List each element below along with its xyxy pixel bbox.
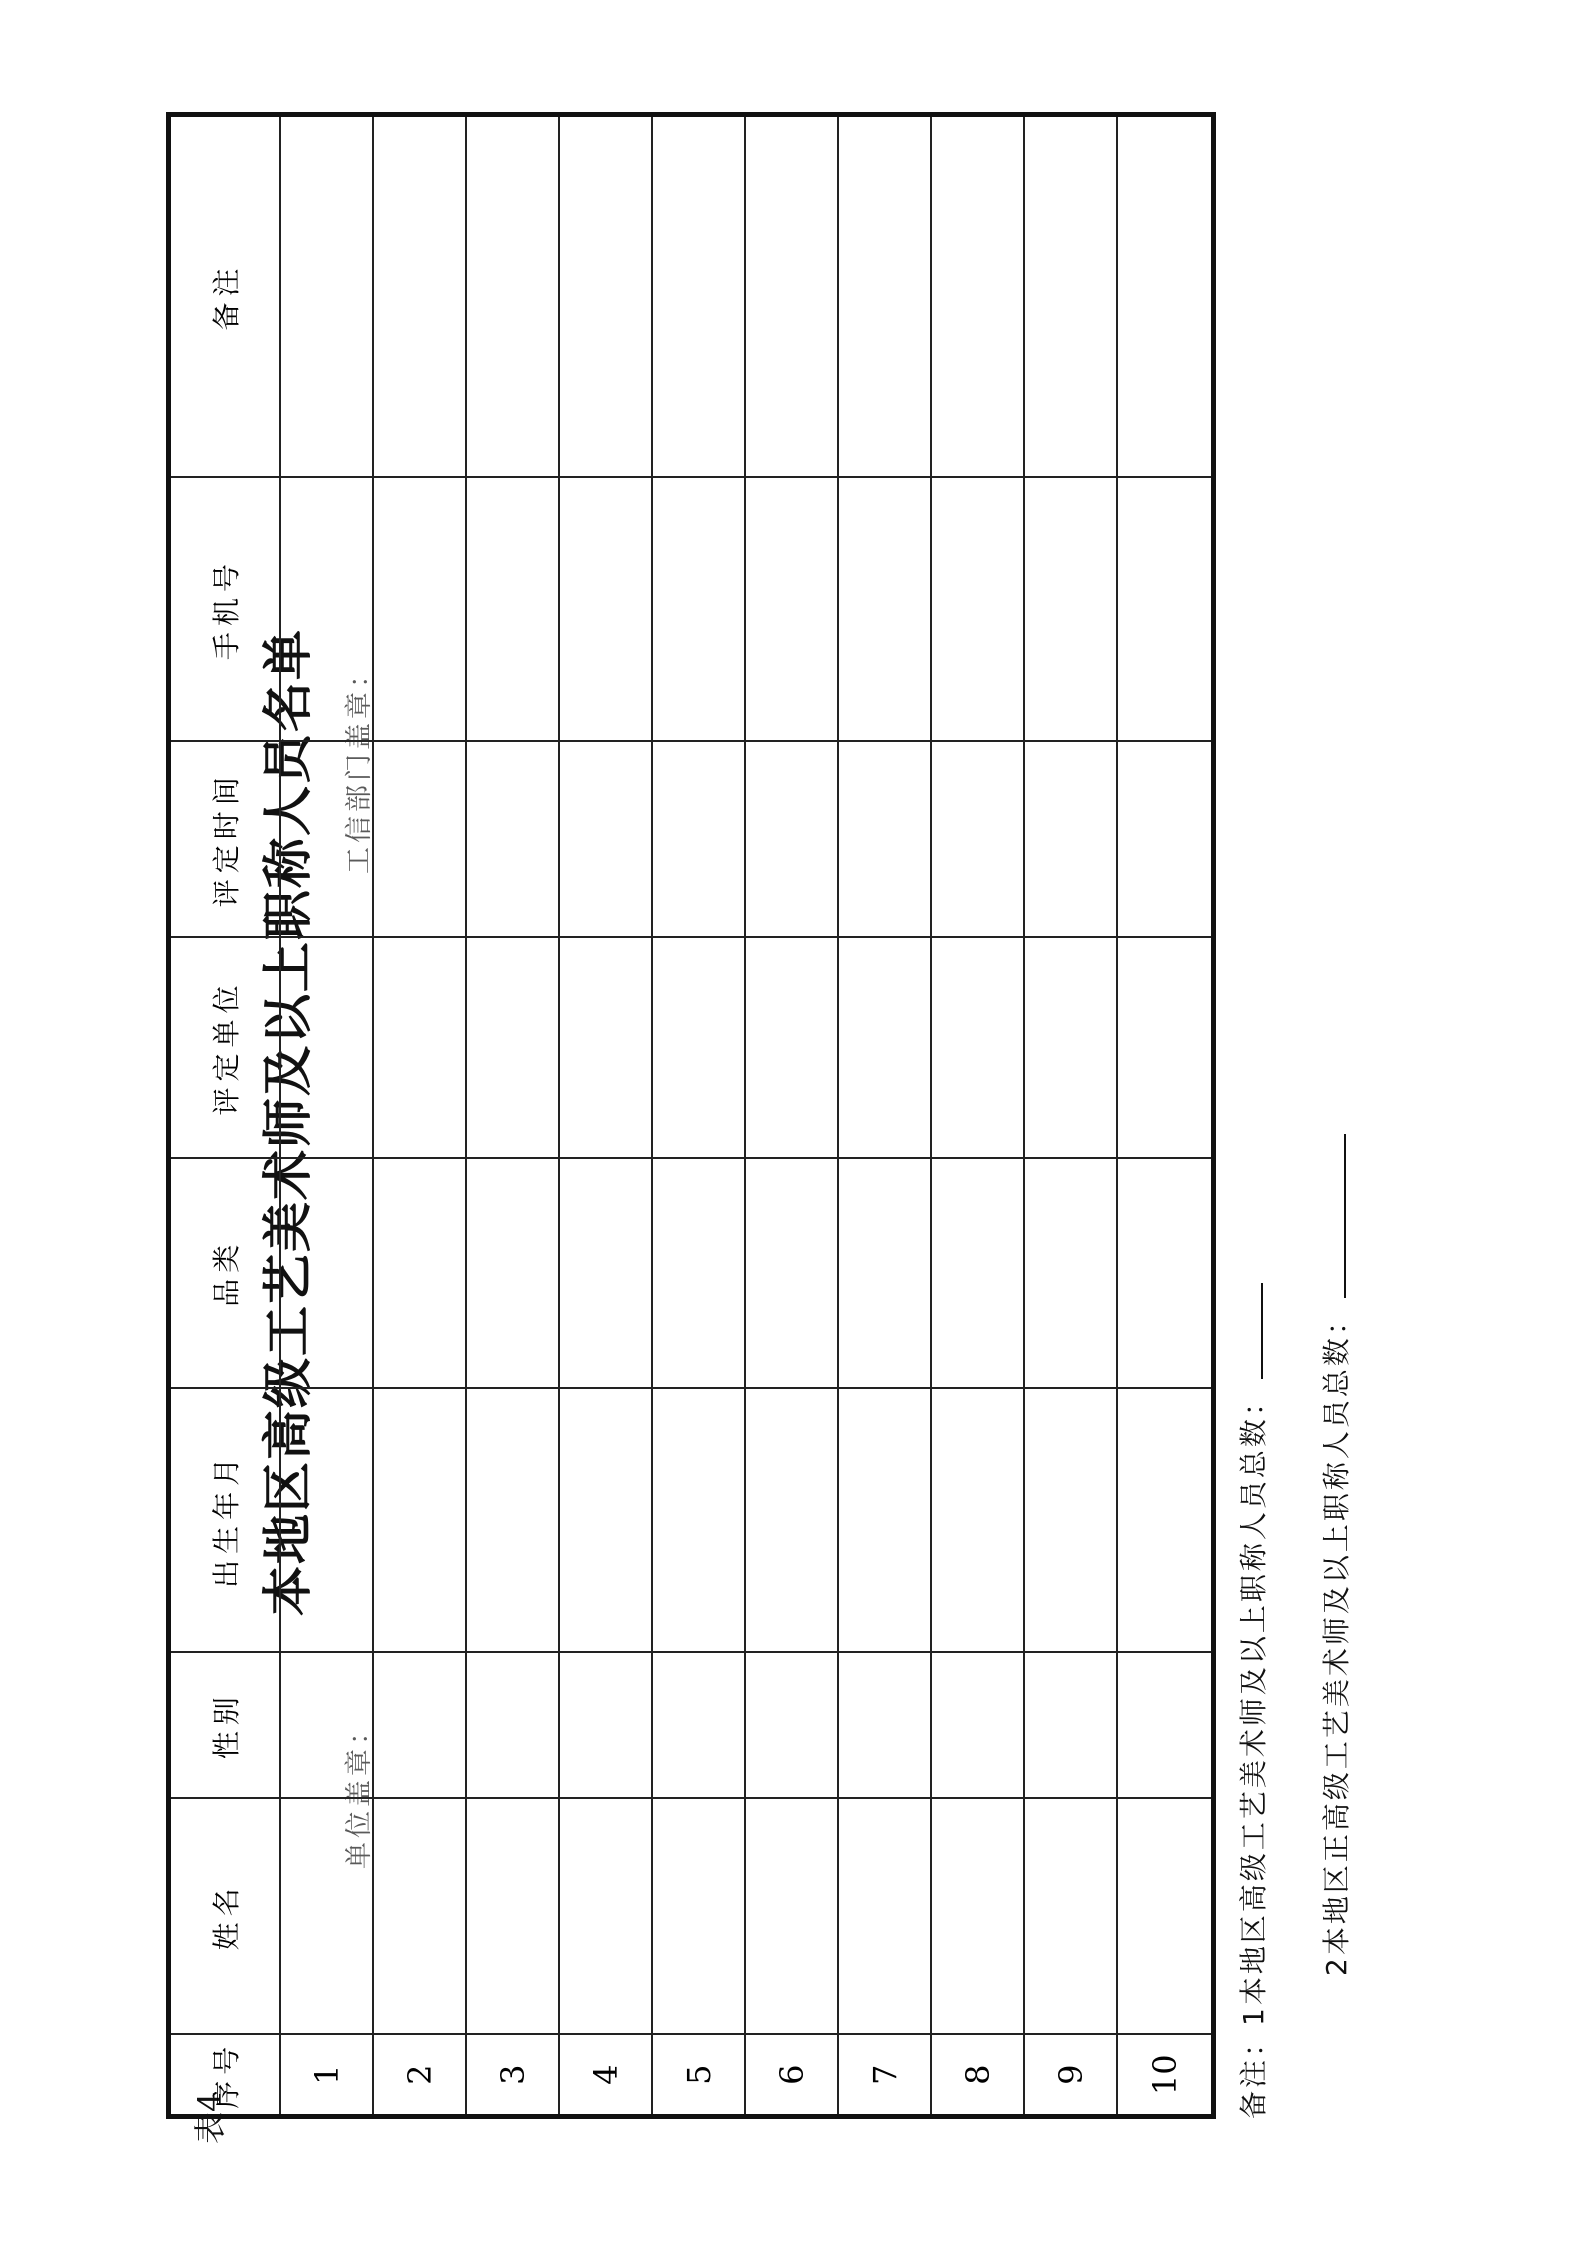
row-number-cell: 9 — [1024, 2034, 1117, 2116]
table-cell[interactable] — [280, 1158, 373, 1388]
table-cell[interactable] — [931, 477, 1024, 741]
table-row — [466, 115, 559, 2117]
table-cell[interactable] — [373, 937, 466, 1157]
form-label: 表4 — [191, 2091, 229, 2144]
table-cell[interactable] — [652, 1158, 745, 1388]
table-cell[interactable] — [745, 741, 838, 937]
table-cell[interactable] — [1024, 115, 1117, 477]
table-cell[interactable] — [652, 477, 745, 741]
table-cell[interactable] — [280, 741, 373, 937]
table-row — [280, 115, 373, 2117]
row-number-cell: 7 — [838, 2034, 931, 2116]
table-cell[interactable] — [931, 1388, 1024, 1652]
table-cell[interactable] — [652, 1798, 745, 2034]
table-cell[interactable] — [466, 937, 559, 1157]
table-cell[interactable] — [931, 937, 1024, 1157]
table-cell[interactable] — [466, 1388, 559, 1652]
table-cell[interactable] — [559, 1388, 652, 1652]
table-cell[interactable] — [373, 115, 466, 477]
column-header: 姓名 — [169, 1798, 281, 2034]
table-row — [931, 115, 1024, 2117]
table-cell[interactable] — [559, 115, 652, 477]
table-cell[interactable] — [838, 1388, 931, 1652]
table-cell[interactable] — [466, 1652, 559, 1798]
table-cell[interactable] — [373, 741, 466, 937]
roster-table — [166, 112, 1216, 2119]
table-cell[interactable] — [373, 1652, 466, 1798]
table-cell[interactable] — [373, 1798, 466, 2034]
table-row — [559, 115, 652, 2117]
row-number-cell: 10 — [1117, 2034, 1214, 2116]
table-cell[interactable] — [931, 741, 1024, 937]
row-number-cell: 5 — [652, 2034, 745, 2116]
table-row — [652, 115, 745, 2117]
table-cell[interactable] — [466, 1798, 559, 2034]
table-cell[interactable] — [931, 1158, 1024, 1388]
column-header: 序号 — [169, 2034, 281, 2116]
note-line-1-blank[interactable] — [1260, 1283, 1263, 1379]
table-header — [169, 115, 281, 2117]
table-cell[interactable] — [559, 1652, 652, 1798]
unit-seal-label: 单位盖章： — [344, 1714, 375, 1869]
table-cell[interactable] — [280, 115, 373, 477]
dept-seal-label: 工信部门盖章： — [344, 657, 375, 874]
table-cell[interactable] — [1117, 1158, 1214, 1388]
table-cell[interactable] — [280, 1798, 373, 2034]
table-cell[interactable] — [559, 477, 652, 741]
table-cell[interactable] — [838, 741, 931, 937]
table-body — [280, 115, 1214, 2117]
note-line-2 — [1315, 1134, 1355, 1976]
table-cell[interactable] — [373, 1388, 466, 1652]
table-row — [745, 115, 838, 2117]
table-cell[interactable] — [931, 1652, 1024, 1798]
note-line-2-text: 2本地区正高级工艺美术师及以上职称人员总数： — [1320, 1304, 1353, 1976]
table-header-row — [169, 115, 281, 2117]
table-cell[interactable] — [652, 741, 745, 937]
table-cell[interactable] — [1117, 1652, 1214, 1798]
table-cell[interactable] — [838, 1652, 931, 1798]
table-cell[interactable] — [559, 1158, 652, 1388]
table-cell[interactable] — [745, 937, 838, 1157]
table-cell[interactable] — [466, 741, 559, 937]
table-cell[interactable] — [373, 1158, 466, 1388]
row-number-cell: 2 — [373, 2034, 466, 2116]
table-row — [1024, 115, 1117, 2117]
table-cell[interactable] — [1117, 937, 1214, 1157]
table-cell[interactable] — [466, 477, 559, 741]
table-cell[interactable] — [745, 1798, 838, 2034]
note-line-1 — [1232, 1283, 1272, 2119]
table-cell[interactable] — [466, 1158, 559, 1388]
note-line-2-blank[interactable] — [1343, 1134, 1346, 1298]
table-cell[interactable] — [1024, 477, 1117, 741]
column-header: 评定时间 — [169, 741, 281, 937]
row-number-cell: 6 — [745, 2034, 838, 2116]
table-cell[interactable] — [838, 1158, 931, 1388]
table-row — [373, 115, 466, 2117]
table-cell[interactable] — [1024, 1388, 1117, 1652]
table-cell[interactable] — [838, 937, 931, 1157]
column-header: 备注 — [169, 115, 281, 477]
table-cell[interactable] — [1024, 741, 1117, 937]
column-header: 出生年月 — [169, 1388, 281, 1652]
table-cell[interactable] — [280, 1652, 373, 1798]
table-cell[interactable] — [652, 937, 745, 1157]
table-cell[interactable] — [1024, 1652, 1117, 1798]
table-cell[interactable] — [745, 477, 838, 741]
table-cell[interactable] — [1117, 1798, 1214, 2034]
column-header: 品类 — [169, 1158, 281, 1388]
table-cell[interactable] — [1024, 1798, 1117, 2034]
table-cell[interactable] — [280, 1388, 373, 1652]
table-cell[interactable] — [280, 937, 373, 1157]
row-number-cell: 1 — [280, 2034, 373, 2116]
table-cell[interactable] — [280, 477, 373, 741]
table-cell[interactable] — [745, 1388, 838, 1652]
note-line-1-text: 1本地区高级工艺美术师及以上职称人员总数： — [1237, 1385, 1270, 2026]
row-number-cell: 3 — [466, 2034, 559, 2116]
table-cell[interactable] — [652, 115, 745, 477]
notes-prefix: 备注： — [1237, 2025, 1270, 2119]
table-row — [1117, 115, 1214, 2117]
column-header: 手机号 — [169, 477, 281, 741]
table-row — [838, 115, 931, 2117]
table-cell[interactable] — [559, 1798, 652, 2034]
table-cell[interactable] — [373, 477, 466, 741]
table-cell[interactable] — [838, 477, 931, 741]
table-cell[interactable] — [652, 1388, 745, 1652]
roster-table-wrapper — [166, 112, 1216, 2119]
table-cell[interactable] — [745, 1652, 838, 1798]
table-cell[interactable] — [745, 115, 838, 477]
table-cell[interactable] — [559, 741, 652, 937]
table-cell[interactable] — [1117, 477, 1214, 741]
table-cell[interactable] — [1024, 937, 1117, 1157]
table-cell[interactable] — [466, 115, 559, 477]
table-cell[interactable] — [1117, 115, 1214, 477]
table-cell[interactable] — [652, 1652, 745, 1798]
table-cell[interactable] — [931, 1798, 1024, 2034]
row-number-cell: 4 — [559, 2034, 652, 2116]
table-cell[interactable] — [1024, 1158, 1117, 1388]
table-cell[interactable] — [1117, 1388, 1214, 1652]
column-header: 评定单位 — [169, 937, 281, 1157]
table-cell[interactable] — [1117, 741, 1214, 937]
table-cell[interactable] — [838, 1798, 931, 2034]
table-cell[interactable] — [931, 115, 1024, 477]
table-cell[interactable] — [559, 937, 652, 1157]
column-header: 性别 — [169, 1652, 281, 1798]
table-cell[interactable] — [838, 115, 931, 477]
table-cell[interactable] — [745, 1158, 838, 1388]
row-number-cell: 8 — [931, 2034, 1024, 2116]
document-title: 本地区高级工艺美术师及以上职称人员名单 — [258, 628, 317, 1616]
